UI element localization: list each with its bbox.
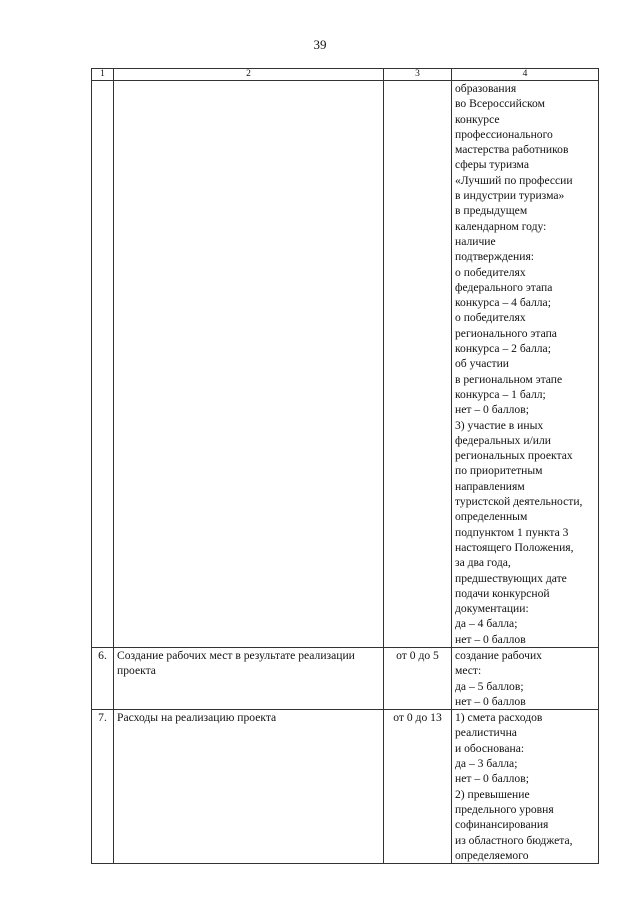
criteria-table bbox=[91, 68, 599, 864]
score-text-line: да – 4 балла; bbox=[455, 617, 518, 631]
score-text-line: «Лучший по профессии bbox=[455, 173, 573, 187]
score-text-line: календарном году: bbox=[455, 219, 547, 233]
score-text-line: настоящего Положения, bbox=[455, 540, 574, 554]
score-text-line: 1) смета расходов bbox=[455, 711, 543, 725]
score-text-line: создание рабочих bbox=[455, 648, 542, 662]
row-score-description bbox=[452, 647, 599, 709]
continuation-num-cell bbox=[92, 81, 114, 648]
score-text-line: нет – 0 баллов bbox=[455, 632, 526, 646]
header-row bbox=[92, 69, 599, 81]
score-text-line: 3) участие в иных bbox=[455, 418, 544, 432]
score-text-line: конкурса – 4 балла; bbox=[455, 296, 551, 310]
score-text-line: конкурса – 1 балл; bbox=[455, 387, 546, 401]
score-text-line: в региональном этапе bbox=[455, 372, 563, 386]
row-score-range: от 0 до 5 bbox=[384, 647, 452, 709]
score-text-line: направлениям bbox=[455, 479, 525, 493]
score-text-line: мест: bbox=[455, 664, 482, 678]
score-text-line: о победителях bbox=[455, 311, 526, 325]
score-text-line: из областного бюджета, bbox=[455, 833, 573, 847]
score-text-line: федерального этапа bbox=[455, 280, 553, 294]
score-text-line: и обоснована: bbox=[455, 741, 525, 755]
continuation-criterion-cell bbox=[114, 81, 384, 648]
score-text-line: документации: bbox=[455, 602, 529, 616]
row-score-description bbox=[452, 710, 599, 864]
row-criterion: Расходы на реализацию проекта bbox=[114, 710, 384, 864]
header-col-3: 3 bbox=[384, 69, 452, 81]
score-text-line: наличие bbox=[455, 234, 496, 248]
score-text-line: 2) превышение bbox=[455, 787, 530, 801]
row-criterion: Создание рабочих мест в результате реализации проекта bbox=[114, 647, 384, 709]
score-text-line: туристской деятельности, bbox=[455, 495, 583, 509]
score-text-line: нет – 0 баллов bbox=[455, 694, 526, 708]
score-text-line: да – 5 баллов; bbox=[455, 679, 524, 693]
score-text-line: за два года, bbox=[455, 556, 511, 570]
row-number: 6. bbox=[92, 647, 114, 709]
score-text-line: по приоритетным bbox=[455, 464, 543, 478]
score-text-line: подачи конкурсной bbox=[455, 586, 550, 600]
table-row bbox=[92, 647, 599, 709]
row-number: 7. bbox=[92, 710, 114, 864]
score-text-line: профессионального bbox=[455, 127, 553, 141]
score-text-line: образования bbox=[455, 82, 517, 95]
score-text-line: федеральных и/или bbox=[455, 433, 551, 447]
row-score-range: от 0 до 13 bbox=[384, 710, 452, 864]
score-text-line: реалистична bbox=[455, 726, 517, 740]
header-col-2: 2 bbox=[114, 69, 384, 81]
score-text-line: подтверждения: bbox=[455, 250, 534, 264]
score-text-line: сферы туризма bbox=[455, 158, 529, 172]
header-col-4: 4 bbox=[452, 69, 599, 81]
table-row bbox=[92, 710, 599, 864]
score-text-line: регионального этапа bbox=[455, 326, 557, 340]
score-text-line: о победителях bbox=[455, 265, 526, 279]
score-text-line: подпунктом 1 пункта 3 bbox=[455, 525, 569, 539]
score-text-line: региональных проектах bbox=[455, 449, 573, 463]
score-text-line: предшествующих дате bbox=[455, 571, 567, 585]
score-text-line: нет – 0 баллов; bbox=[455, 772, 529, 786]
score-text-line: конкурсе bbox=[455, 112, 500, 126]
continuation-range-cell bbox=[384, 81, 452, 648]
score-text-line: об участии bbox=[455, 357, 509, 371]
header-col-1: 1 bbox=[92, 69, 114, 81]
score-text-line: определяемого bbox=[455, 848, 529, 862]
score-text-line: предельного уровня bbox=[455, 802, 554, 816]
continuation-row bbox=[92, 81, 599, 648]
score-text-line: в индустрии туризма» bbox=[455, 189, 565, 203]
score-text-line: нет – 0 баллов; bbox=[455, 403, 529, 417]
score-text-line: в предыдущем bbox=[455, 204, 528, 218]
score-text-line: софинансирования bbox=[455, 818, 549, 832]
score-text-line: да – 3 балла; bbox=[455, 757, 518, 771]
score-text-line: во Всероссийском bbox=[455, 97, 545, 111]
continuation-score-cell bbox=[452, 81, 599, 648]
score-text-line: определенным bbox=[455, 510, 528, 524]
page-number: 39 bbox=[313, 37, 327, 52]
score-text-line: конкурса – 2 балла; bbox=[455, 342, 551, 356]
score-text-line: мастерства работников bbox=[455, 143, 569, 157]
